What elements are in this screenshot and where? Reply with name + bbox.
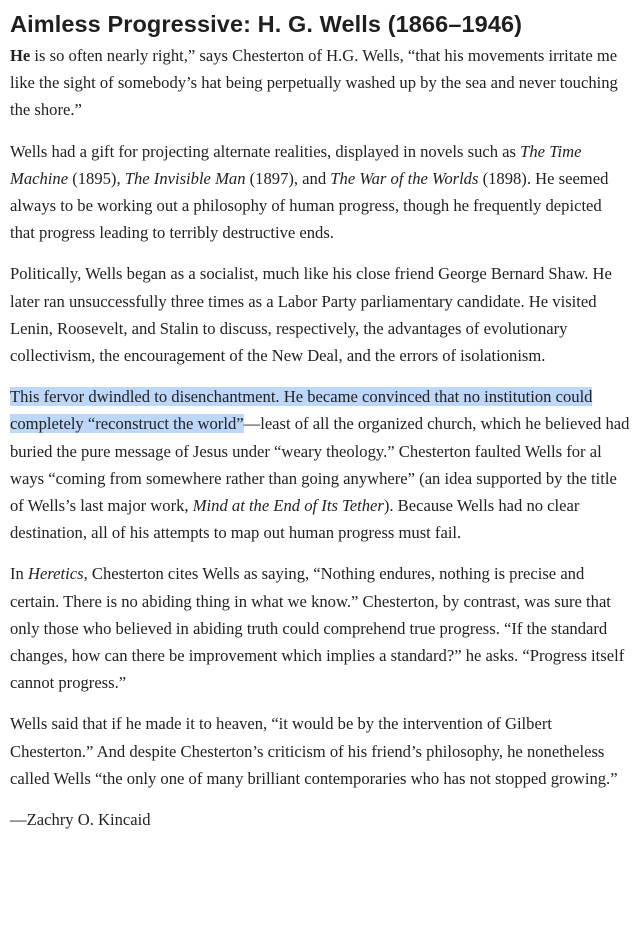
paragraph-6-text: Wells said that if he made it to heaven, “it would be by the intervention of Gilbert Chesterton.” And despite Chesterton’s criticism of his friend’s philosophy, he nonetheless called Wells “the only one of many brilliant contemporaries who has not stopped growing.” xyxy=(10,714,618,788)
article xyxy=(10,0,630,833)
paragraph-1 xyxy=(10,42,630,124)
paragraph-5-text-b: , Chesterton cites Wells as saying, “Nothing endures, nothing is precise and certain. There is no abiding thing in what we know.” Chesterton, by contrast, was sure that only those who believed in abiding truth could comprehend true progress. “If the standard changes, how can there be improvement which implies a standard?” he asks. “Progress itself cannot progress.” xyxy=(10,564,625,693)
book-title-war-of-the-worlds: The War of the Worlds xyxy=(330,168,479,188)
author-byline: —Zachry O. Kincaid xyxy=(10,810,151,830)
paragraph-3 xyxy=(10,260,630,369)
selected-text[interactable]: This fervor dwindled to disenchantment. He became convinced that no institution could completely “reconstruct the world” xyxy=(10,387,593,434)
paragraph-5 xyxy=(10,560,630,696)
paragraph-2-text-b: (1895), xyxy=(68,168,125,188)
article-title: Aimless Progressive: H. G. Wells (1866–1946) xyxy=(10,11,523,37)
paragraph-4-text-a: —least of all the organized church, which he believed had buried the pure message of Jesus under “weary theology.” Chesterton faulted Wells for al ways “coming from somewhere rather than going anywhere” (an idea supported by the title of Wells’s last major work, xyxy=(10,414,630,516)
paragraph-2-text-c: (1897), and xyxy=(245,168,331,188)
paragraph-2-text-d: (1898). He seemed always to be working out a philosophy of human progress, though he frequently depicted that progress leading to terribly destructive ends. xyxy=(10,168,609,243)
paragraph-3-text: Politically, Wells began as a socialist, much like his close friend George Bernard Shaw. He later ran unsuccessfully three times as a Labor Party parliamentary candidate. He visited Lenin, Roosevelt, and Stalin to discuss, respectively, the advantages of evolutionary collectivism, the encouragement of the New Deal, and the errors of isolationism. xyxy=(10,264,612,366)
lead-word: He xyxy=(10,46,31,65)
book-title-mind-at-the-end: Mind at the End of Its Tether xyxy=(192,496,384,516)
book-title-time-machine: The Time Machine xyxy=(10,141,582,188)
paragraph-5-text-a: In xyxy=(10,564,28,584)
paragraph-2 xyxy=(10,138,630,247)
paragraph-2-text-a: Wells had a gift for projecting alternate realities, displayed in novels such as xyxy=(10,141,521,161)
paragraph-4-text-b: ). Because Wells had no clear destination, all of his attempts to map out human progress must fail. xyxy=(10,496,580,543)
paragraph-4 xyxy=(10,383,630,546)
book-title-invisible-man: The Invisible Man xyxy=(124,168,246,188)
book-title-heretics: Heretics xyxy=(27,564,84,584)
paragraph-6 xyxy=(10,710,630,792)
paragraph-1-text: is so often nearly right,” says Chesterton of H.G. Wells, “that his movements irritate me like the sight of somebody’s hat being perpetually washed up by the sea and never touching the shore.” xyxy=(10,46,618,120)
